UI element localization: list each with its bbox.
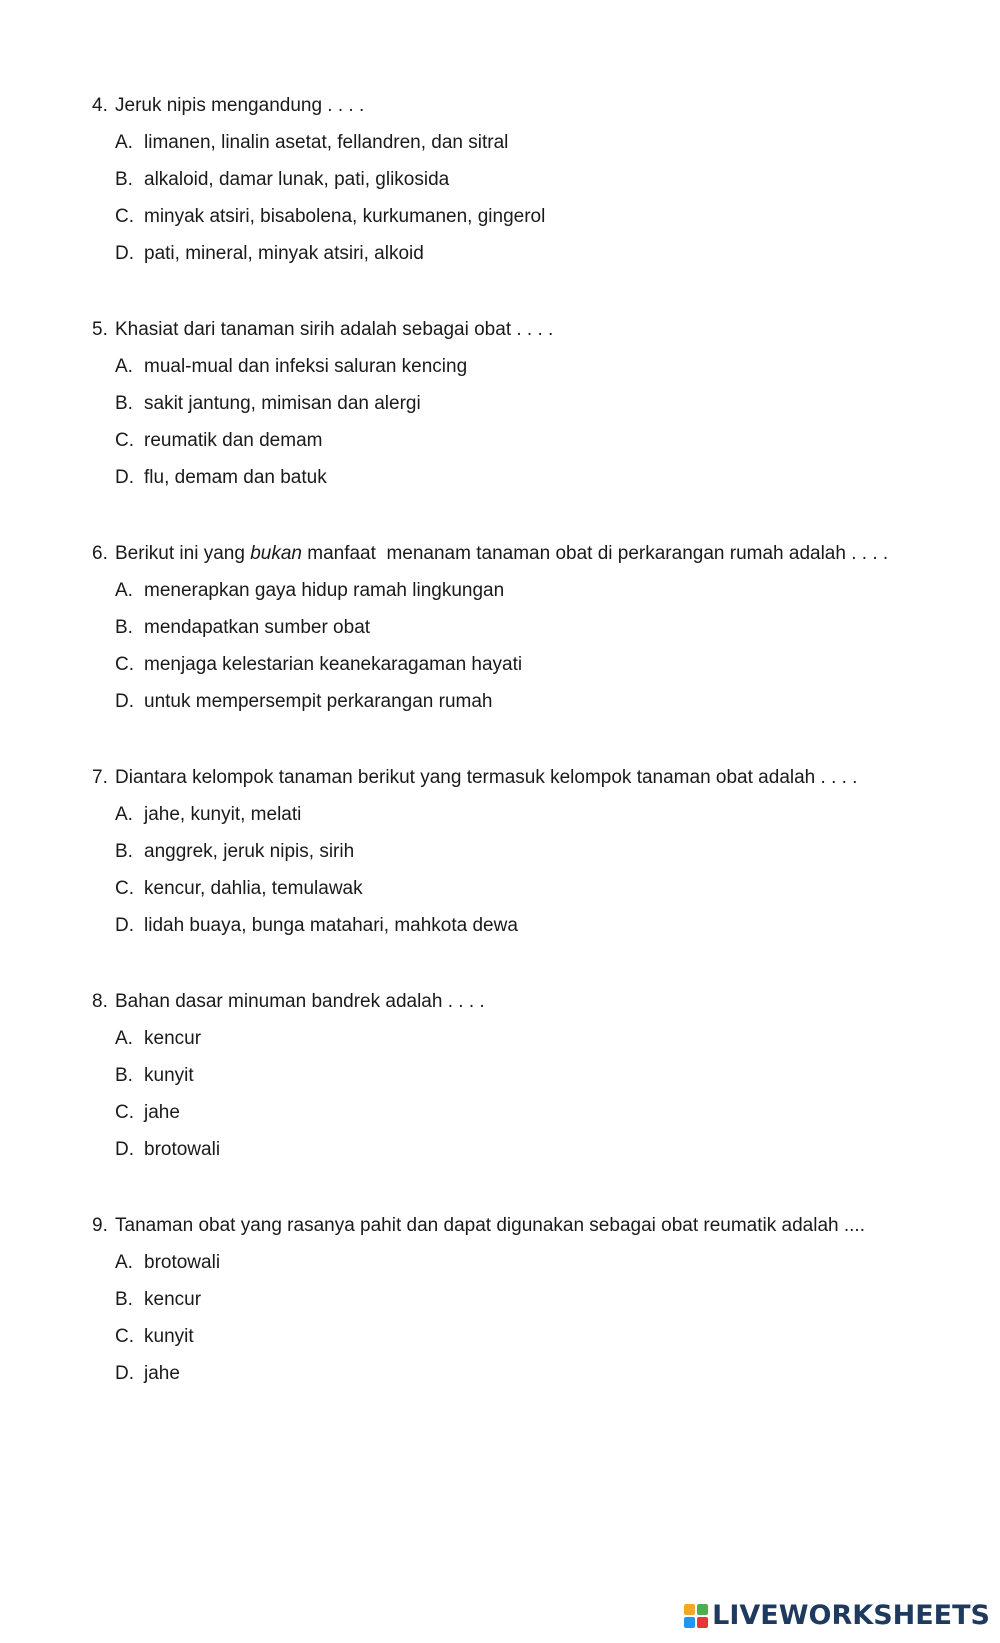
option-text: pati, mineral, minyak atsiri, alkoid: [144, 243, 424, 264]
question-7: [92, 766, 972, 951]
option-letter: B.: [115, 841, 133, 862]
option-letter: C.: [115, 206, 134, 227]
question-number: 4.: [92, 95, 108, 116]
option-b[interactable]: [115, 1288, 972, 1312]
question-text: Bahan dasar minuman bandrek adalah . . . .: [115, 991, 485, 1012]
option-letter: D.: [115, 243, 134, 264]
option-d[interactable]: [115, 914, 972, 938]
question-number: 5.: [92, 319, 108, 340]
option-b[interactable]: [115, 392, 972, 416]
option-c[interactable]: [115, 653, 972, 677]
question-stem: [92, 1214, 972, 1238]
option-d[interactable]: [115, 690, 972, 714]
option-letter: D.: [115, 691, 134, 712]
option-text: mendapatkan sumber obat: [144, 617, 371, 638]
option-letter: D.: [115, 1363, 134, 1384]
question-stem: [92, 990, 972, 1014]
option-letter: A.: [115, 1252, 133, 1273]
option-a[interactable]: [115, 579, 972, 603]
option-letter: A.: [115, 356, 133, 377]
option-list: [115, 1251, 972, 1386]
option-text: sakit jantung, mimisan dan alergi: [144, 393, 421, 414]
option-text: mual-mual dan infeksi saluran kencing: [144, 356, 468, 377]
option-text: kencur, dahlia, temulawak: [144, 878, 363, 899]
option-text: minyak atsiri, bisabolena, kurkumanen, gingerol: [144, 206, 546, 227]
option-letter: C.: [115, 1326, 134, 1347]
option-c[interactable]: [115, 205, 972, 229]
logo-tile: [697, 1617, 708, 1628]
question-5: [92, 318, 972, 503]
logo-tile: [684, 1604, 695, 1615]
option-letter: B.: [115, 169, 133, 190]
option-text: kunyit: [144, 1326, 194, 1347]
question-stem: [92, 94, 972, 118]
option-text: jahe, kunyit, melati: [144, 804, 302, 825]
question-number: 8.: [92, 991, 108, 1012]
option-text: reumatik dan demam: [144, 430, 323, 451]
logo-tile: [684, 1617, 695, 1628]
question-9: [92, 1214, 972, 1399]
option-letter: A.: [115, 804, 133, 825]
question-text: Jeruk nipis mengandung . . . .: [115, 95, 365, 116]
question-number: 7.: [92, 767, 108, 788]
option-text: alkaloid, damar lunak, pati, glikosida: [144, 169, 450, 190]
option-list: [115, 131, 972, 266]
option-letter: A.: [115, 132, 133, 153]
option-d[interactable]: [115, 466, 972, 490]
option-a[interactable]: [115, 1027, 972, 1051]
option-list: [115, 355, 972, 490]
option-text: brotowali: [144, 1139, 221, 1160]
option-b[interactable]: [115, 616, 972, 640]
option-letter: D.: [115, 915, 134, 936]
option-c[interactable]: [115, 1101, 972, 1125]
option-a[interactable]: [115, 803, 972, 827]
emphasis-word: bukan: [250, 543, 302, 564]
option-list: [115, 803, 972, 938]
option-text: anggrek, jeruk nipis, sirih: [144, 841, 355, 862]
option-c[interactable]: [115, 1325, 972, 1349]
option-b[interactable]: [115, 168, 972, 192]
option-d[interactable]: [115, 1362, 972, 1386]
question-text: Khasiat dari tanaman sirih adalah sebagai obat . . . .: [115, 319, 554, 340]
option-letter: A.: [115, 580, 133, 601]
question-8: [92, 990, 972, 1175]
question-4: [92, 94, 972, 279]
option-text: lidah buaya, bunga matahari, mahkota dewa: [144, 915, 518, 936]
question-number: 6.: [92, 543, 108, 564]
option-letter: B.: [115, 1289, 133, 1310]
option-letter: A.: [115, 1028, 133, 1049]
option-text: jahe: [144, 1102, 180, 1123]
logo-tile: [697, 1604, 708, 1615]
option-letter: D.: [115, 1139, 134, 1160]
question-number: 9.: [92, 1215, 108, 1236]
option-text: menerapkan gaya hidup ramah lingkungan: [144, 580, 505, 601]
question-stem: [92, 318, 972, 342]
option-text: untuk mempersempit perkarangan rumah: [144, 691, 493, 712]
question-text: Berikut ini yang bukan manfaat menanam tanaman obat di perkarangan rumah adalah . . . .: [115, 543, 889, 564]
option-a[interactable]: [115, 355, 972, 379]
liveworksheets-watermark[interactable]: [684, 1601, 990, 1631]
option-text: kencur: [144, 1028, 202, 1049]
option-a[interactable]: [115, 1251, 972, 1275]
option-letter: C.: [115, 430, 134, 451]
question-text: Tanaman obat yang rasanya pahit dan dapat digunakan sebagai obat reumatik adalah ....: [115, 1215, 865, 1236]
option-text: limanen, linalin asetat, fellandren, dan sitral: [144, 132, 509, 153]
option-text: flu, demam dan batuk: [144, 467, 327, 488]
option-text: kunyit: [144, 1065, 194, 1086]
brand-name: LIVEWORKSHEETS: [712, 1600, 990, 1631]
option-c[interactable]: [115, 429, 972, 453]
option-list: [115, 1027, 972, 1162]
option-b[interactable]: [115, 840, 972, 864]
option-letter: B.: [115, 393, 133, 414]
question-stem: [92, 542, 972, 566]
option-letter: C.: [115, 1102, 134, 1123]
option-letter: C.: [115, 654, 134, 675]
option-a[interactable]: [115, 131, 972, 155]
question-stem: [92, 766, 972, 790]
option-text: jahe: [144, 1363, 180, 1384]
option-text: brotowali: [144, 1252, 221, 1273]
option-c[interactable]: [115, 877, 972, 901]
option-letter: B.: [115, 1065, 133, 1086]
option-letter: C.: [115, 878, 134, 899]
option-b[interactable]: [115, 1064, 972, 1088]
question-6: [92, 542, 972, 727]
option-text: kencur: [144, 1289, 202, 1310]
option-text: menjaga kelestarian keanekaragaman hayati: [144, 654, 523, 675]
option-d[interactable]: [115, 242, 972, 266]
liveworksheets-logo-icon: [684, 1604, 708, 1628]
question-text: Diantara kelompok tanaman berikut yang termasuk kelompok tanaman obat adalah . . . .: [115, 767, 858, 788]
option-list: [115, 579, 972, 714]
option-letter: B.: [115, 617, 133, 638]
option-d[interactable]: [115, 1138, 972, 1162]
option-letter: D.: [115, 467, 134, 488]
